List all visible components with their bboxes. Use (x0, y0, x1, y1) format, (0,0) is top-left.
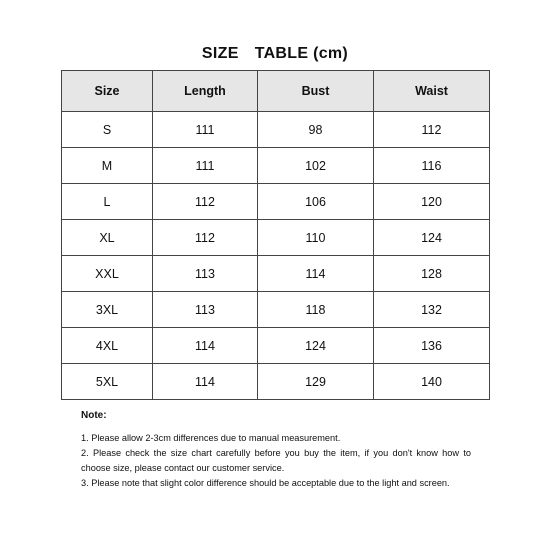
cell-length: 114 (153, 364, 258, 400)
cell-size: 5XL (62, 364, 153, 400)
size-table (61, 70, 490, 400)
cell-bust: 98 (258, 112, 374, 148)
cell-size: XL (62, 220, 153, 256)
cell-length: 111 (153, 148, 258, 184)
header-size: Size (62, 71, 153, 112)
header-length: Length (153, 71, 258, 112)
cell-waist: 120 (374, 184, 490, 220)
notes-section (81, 408, 471, 491)
cell-length: 112 (153, 220, 258, 256)
cell-bust: 118 (258, 292, 374, 328)
cell-length: 114 (153, 328, 258, 364)
cell-waist: 136 (374, 328, 490, 364)
cell-size: XXL (62, 256, 153, 292)
table-row (62, 184, 490, 220)
header-bust: Bust (258, 71, 374, 112)
header-waist: Waist (374, 71, 490, 112)
table-row (62, 148, 490, 184)
title-table: TABLE (cm) (254, 45, 349, 62)
table-row (62, 328, 490, 364)
note-item-3: 3. Please note that slight color difference should be acceptable due to the light and screen. (81, 478, 450, 488)
note-item-2: 2. Please check the size chart carefully before you buy the item, if you don't know how to choose size, please contact our customer service. (81, 448, 471, 473)
cell-size: S (62, 112, 153, 148)
table-row (62, 112, 490, 148)
title-size: SIZE (201, 45, 239, 62)
cell-length: 112 (153, 184, 258, 220)
cell-size: 4XL (62, 328, 153, 364)
cell-bust: 102 (258, 148, 374, 184)
cell-waist: 124 (374, 220, 490, 256)
cell-size: M (62, 148, 153, 184)
cell-waist: 116 (374, 148, 490, 184)
note-item-1: 1. Please allow 2-3cm differences due to manual measurement. (81, 433, 341, 443)
cell-waist: 132 (374, 292, 490, 328)
table-row (62, 292, 490, 328)
table-row (62, 256, 490, 292)
cell-size: L (62, 184, 153, 220)
cell-waist: 112 (374, 112, 490, 148)
table-row (62, 220, 490, 256)
cell-waist: 128 (374, 256, 490, 292)
notes-heading: Note: (81, 410, 107, 421)
table-header-row (62, 71, 490, 112)
cell-bust: 124 (258, 328, 374, 364)
cell-size: 3XL (62, 292, 153, 328)
cell-bust: 114 (258, 256, 374, 292)
cell-length: 113 (153, 256, 258, 292)
cell-bust: 106 (258, 184, 374, 220)
cell-length: 113 (153, 292, 258, 328)
cell-waist: 140 (374, 364, 490, 400)
page-title (0, 45, 550, 63)
table-row (62, 364, 490, 400)
cell-length: 111 (153, 112, 258, 148)
cell-bust: 110 (258, 220, 374, 256)
cell-bust: 129 (258, 364, 374, 400)
